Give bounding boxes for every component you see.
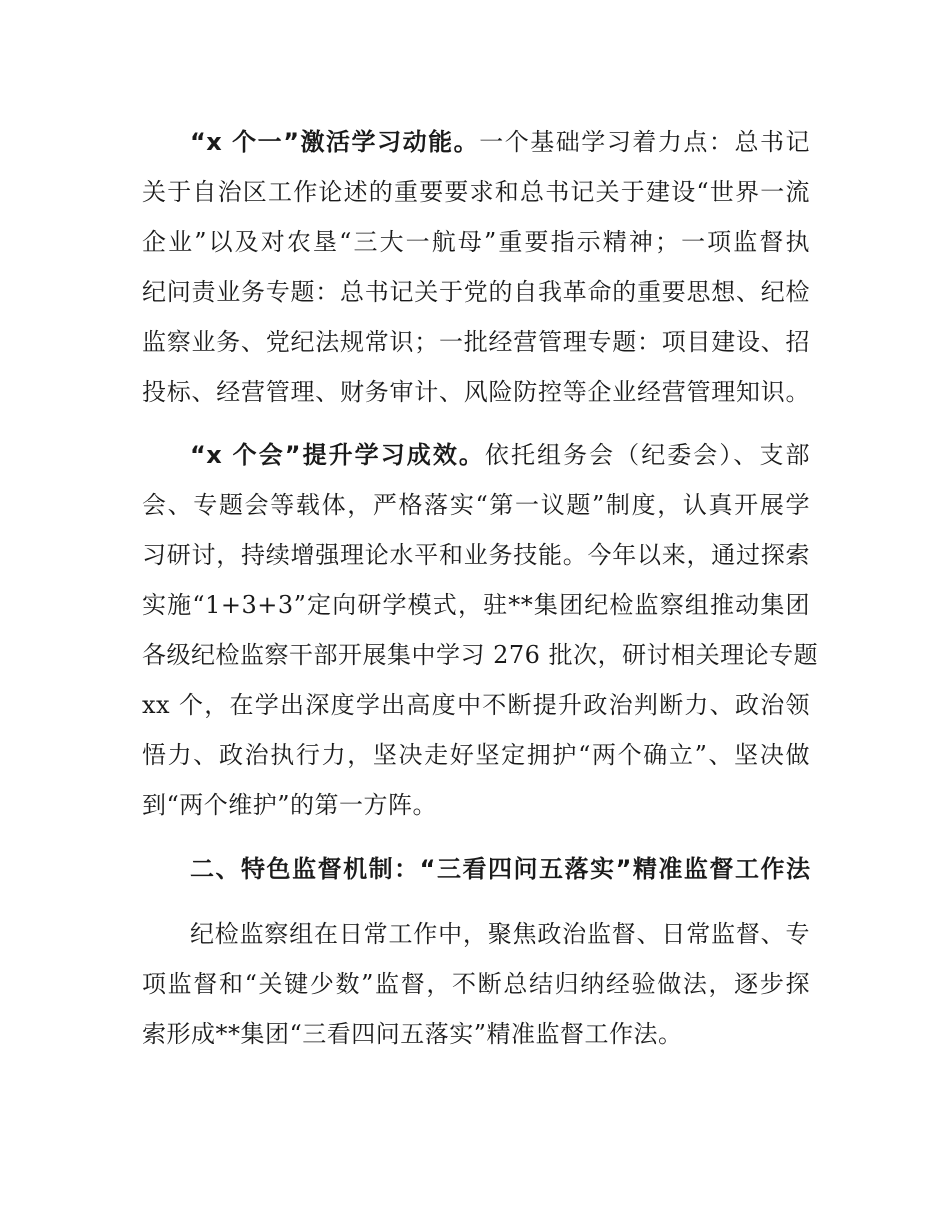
- paragraph-2-line-1: [190, 435, 810, 475]
- paragraph-1-line-1-text: 一个基础学习着力点：总书记: [479, 128, 811, 156]
- paragraph-3-line-1: 纪检监察组在日常工作中，聚焦政治监督、日常监督、专: [190, 920, 810, 948]
- paragraph-1-lead: “x 个一”激活学习动能。: [190, 128, 480, 156]
- paragraph-2-line-3: 习研讨，持续增强理论水平和业务技能。今年以来，通过探索: [142, 541, 810, 569]
- paragraph-2-lead: “x 个会”提升学习成效。: [190, 441, 485, 469]
- paragraph-2-line-8: 到“两个维护”的第一方阵。: [142, 791, 438, 819]
- paragraph-2-line-5: 各级纪检监察干部开展集中学习 276 批次，研讨相关理论专题: [142, 641, 819, 669]
- paragraph-1-line-5: 监察业务、党纪法规常识；一批经营管理专题：项目建设、招: [142, 328, 810, 356]
- paragraph-3-line-3: 索形成**集团“三看四问五落实”精准监督工作法。: [142, 1020, 683, 1048]
- paragraph-3-line-2: 项监督和“关键少数”监督，不断总结归纳经验做法，逐步探: [142, 970, 810, 998]
- paragraph-2-line-7: 悟力、政治执行力，坚决走好坚定拥护“两个确立”、坚决做: [142, 741, 810, 769]
- paragraph-1-line-4: 纪问责业务专题：总书记关于党的自我革命的重要思想、纪检: [142, 278, 810, 306]
- paragraph-2-line-4: 实施“1+3+3”定向研学模式，驻**集团纪检监察组推动集团: [142, 591, 810, 619]
- paragraph-1-line-6: 投标、经营管理、财务审计、风险防控等企业经营管理知识。: [142, 378, 810, 406]
- paragraph-2-line-1-text: 依托组务会（纪委会）、支部: [484, 441, 810, 469]
- section-heading: 二、特色监督机制：“三看四问五落实”精准监督工作法: [190, 855, 810, 883]
- paragraph-2-line-6: xx 个，在学出深度学出高度中不断提升政治判断力、政治领: [142, 691, 810, 719]
- paragraph-1-line-2: 关于自治区工作论述的重要要求和总书记关于建设“世界一流: [142, 178, 810, 206]
- paragraph-1-line-3: 企业”以及对农垦“三大一航母”重要指示精神；一项监督执: [142, 228, 810, 256]
- paragraph-1-line-1: [190, 122, 810, 162]
- paragraph-2-line-2: 会、专题会等载体，严格落实“第一议题”制度，认真开展学: [142, 491, 810, 519]
